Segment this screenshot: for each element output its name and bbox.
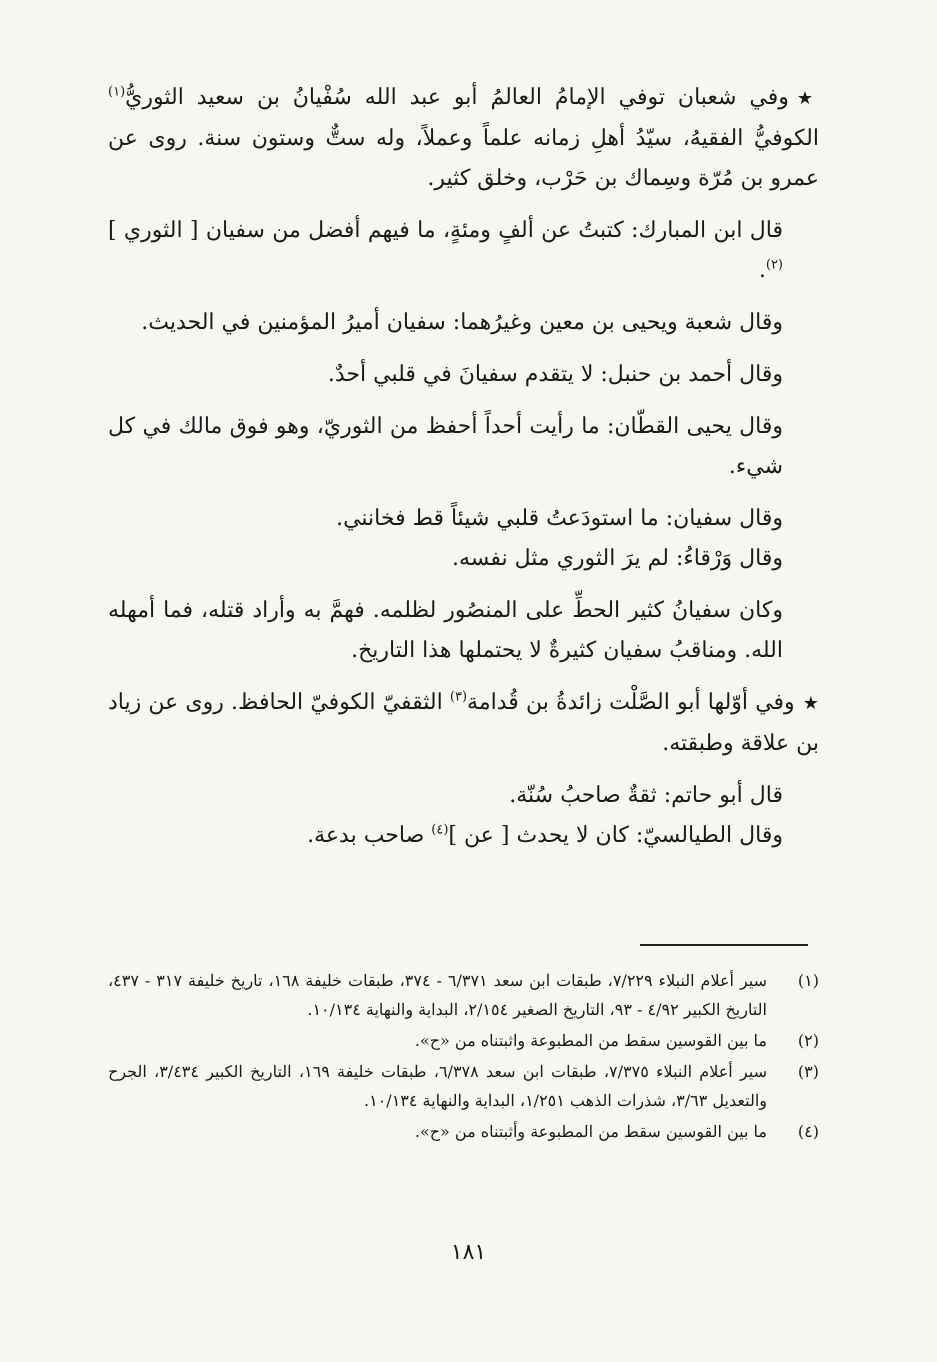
footnote-text: سير أعلام النبلاء ٧/٢٢٩، طبقات ابن سعد ٦/٣٧١ - ٣٧٤، طبقات خليفة ١٦٨، تاريخ خليفة ٣١٧ - ٤٣٧، التاريخ الكبير ٤/٩٢ - ٩٣، التاريخ الصغير ٢/١٥٤، البداية والنهاية ١٠/١٣٤. xyxy=(108,971,768,1019)
paragraph-text: وفي شعبان توفي الإمامُ العالمُ أبو عبد الله سُفْيانُ بن سعيد الثوريُّ xyxy=(125,85,789,110)
paragraph-text-cont: . xyxy=(758,258,766,283)
footnote-ref[interactable]: (٢) xyxy=(765,257,783,273)
footnote-text: ما بين القوسين سقط من المطبوعة وأثبتناه من «ح». xyxy=(414,1122,767,1141)
footnote-item xyxy=(108,966,819,1024)
footnote-number: (١) xyxy=(797,971,819,990)
paragraph-star-2 xyxy=(108,683,819,764)
footnote-number: (٣) xyxy=(797,1062,819,1081)
footnote-item xyxy=(108,1057,819,1115)
paragraph-quote xyxy=(108,303,819,343)
paragraph-text: وقال الطيالسيّ: كان لا يحدث [ عن ] xyxy=(448,823,783,848)
footnotes-section xyxy=(108,966,819,1148)
page-number: ١٨١ xyxy=(450,1240,487,1265)
paragraph-text: قال أبو حاتم: ثقةٌ صاحبُ سُنّة. xyxy=(509,783,783,808)
paragraph-quote xyxy=(108,355,819,395)
footnote-text: ما بين القوسين سقط من المطبوعة واثبتناه من «ح». xyxy=(414,1031,767,1050)
footnote-number: (٢) xyxy=(797,1031,819,1050)
main-text xyxy=(108,78,819,868)
paragraph-text: وفي أوّلها أبو الصَّلْت زائدةُ بن قُدامة xyxy=(467,690,795,715)
footnote-ref[interactable]: (٣) xyxy=(449,689,468,705)
paragraph-quote xyxy=(108,776,819,816)
paragraph-text: قال ابن المبارك: كتبتُ عن ألفٍ ومئةٍ، ما فيهم أفضل من سفيان [ الثوري ] xyxy=(108,218,783,243)
paragraph-text-cont: الثقفيّ الكوفيّ الحافظ. روى عن زياد بن علاقة وطبقته. xyxy=(108,690,819,756)
footnote-ref[interactable]: (٤) xyxy=(431,822,449,838)
footnote-text: سير أعلام النبلاء ٧/٣٧٥، طبقات ابن سعد ٦/٣٧٨، طبقات خليفة ١٦٩، التاريخ الكبير ٣/٤٣٤، الجرح والتعديل ٣/٦٣، شذرات الذهب ١/٢٥١، البداية والنهاية ١٠/١٣٤. xyxy=(108,1062,768,1110)
paragraph-quote xyxy=(108,407,819,487)
paragraph-quote xyxy=(108,591,819,671)
paragraph-text: وقال أحمد بن حنبل: لا يتقدم سفيانَ في قلبي أحدٌ. xyxy=(327,362,783,387)
paragraph-text: وقال وَرْقاءُ: لم يرَ الثوري مثل نفسه. xyxy=(451,546,783,571)
footnote-ref[interactable]: (١) xyxy=(108,84,126,100)
footnote-number: (٤) xyxy=(797,1122,819,1141)
paragraph-text-cont: صاحب بدعة. xyxy=(307,823,432,848)
paragraph-quote xyxy=(108,211,819,291)
footnote-item xyxy=(108,1026,819,1055)
paragraph-star-1 xyxy=(108,78,819,199)
star-marker: ★ xyxy=(802,693,819,714)
paragraph-quote xyxy=(108,539,819,579)
paragraph-text: وقال سفيان: ما استودَعتُ قلبي شيئاً قط فخانني. xyxy=(336,506,783,531)
paragraph-text: وقال يحيى القطّان: ما رأيت أحداً أحفظ من الثوريّ، وهو فوق مالك في كل شيء. xyxy=(108,414,783,479)
footnote-divider xyxy=(640,944,808,946)
star-marker: ★ xyxy=(796,88,820,109)
paragraph-text: وكان سفيانُ كثير الحطِّ على المنصُور لظلمه. فهمَّ به وأراد قتله، فما أمهله الله. ومناقبُ سفيان كثيرةٌ لا يحتملها هذا التاريخ. xyxy=(108,598,783,663)
paragraph-quote xyxy=(108,816,819,856)
footnote-item xyxy=(108,1117,819,1146)
paragraph-text-cont: الكوفيُّ الفقيهُ، سيّدُ أهلِ زمانه علماً وعملاً، وله ستٌّ وستون سنة. روى عن عمرو بن مُرّة وسِماك بن حَرْب، وخلق كثير. xyxy=(108,126,819,191)
paragraph-quote xyxy=(108,499,819,539)
paragraph-text: وقال شعبة ويحيى بن معين وغيرُهما: سفيان أميرُ المؤمنين في الحديث. xyxy=(141,310,783,335)
